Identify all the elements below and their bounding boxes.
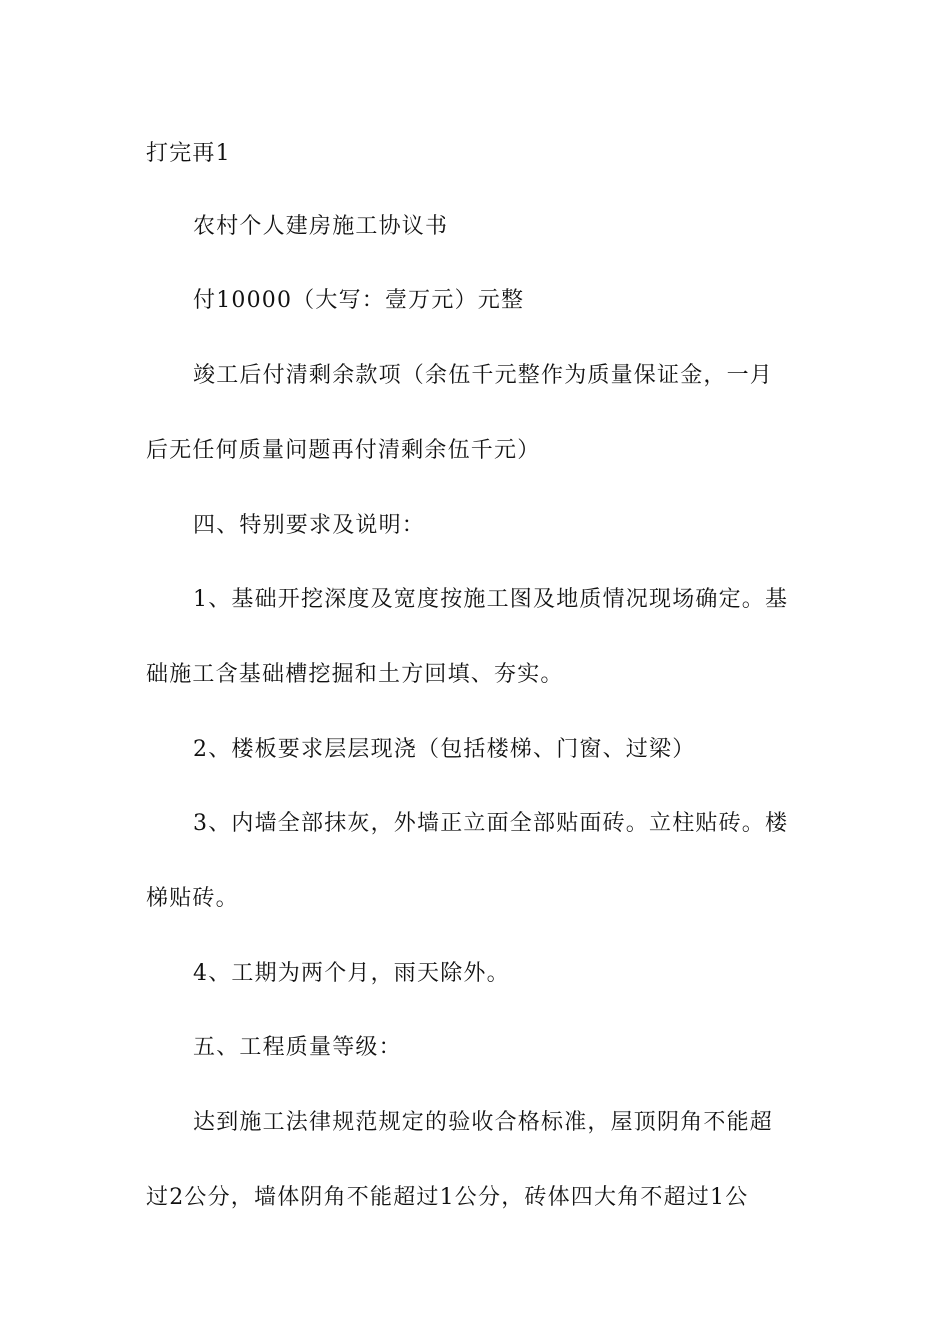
section-heading-special-requirements: 四、特别要求及说明：	[193, 513, 426, 538]
section-heading-quality-level: 五、工程质量等级：	[193, 1035, 402, 1060]
text-line-item-3: 3、内墙全部抹灰，外墙正立面全部贴面砖。立柱贴砖。楼	[193, 811, 789, 836]
text-line-item-2: 2、楼板要求层层现浇（包括楼梯、门窗、过梁）	[193, 737, 696, 762]
heading-agreement-title: 农村个人建房施工协议书	[193, 214, 449, 239]
text-line-item-1: 1、基础开挖深度及宽度按施工图及地质情况现场确定。基	[193, 587, 789, 612]
text-line-fragment: 打完再1	[146, 141, 231, 166]
text-line-quality-standard: 达到施工法律规范规定的验收合格标准，屋顶阴角不能超	[193, 1110, 774, 1135]
text-line-payment: 付10000（大写：壹万元）元整	[193, 288, 525, 313]
text-line-item-1-cont: 础施工含基础槽挖掘和土方回填、夯实。	[146, 662, 564, 687]
text-line-item-3-cont: 梯贴砖。	[146, 886, 239, 911]
text-line-final-payment: 竣工后付清剩余款项（余伍千元整作为质量保证金，一月	[193, 363, 774, 388]
text-line-item-4: 4、工期为两个月，雨天除外。	[193, 961, 510, 986]
text-line-final-payment-cont: 后无任何质量问题再付清剩余伍千元）	[146, 438, 541, 463]
text-line-quality-standard-cont: 过2公分，墙体阴角不能超过1公分，砖体四大角不超过1公	[146, 1185, 749, 1210]
